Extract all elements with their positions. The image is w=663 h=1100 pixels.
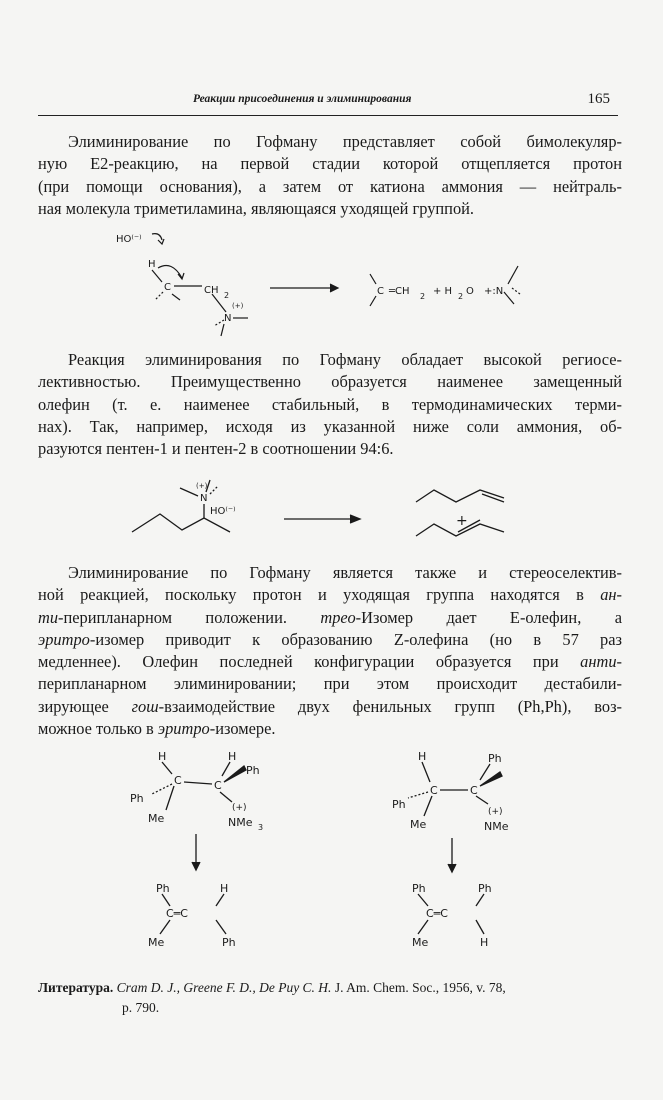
right-ph-left: Ph	[392, 798, 406, 811]
hofmann-mechanism-scheme	[100, 222, 570, 342]
left-charge: (+)	[232, 803, 247, 813]
paragraph-stereoselectivity: Элиминирование по Гофману является также и стереоселектив- ной реакцией, поскольку протон и уходящая группа находятся в ан- ти-перипланарном положении. трео-Изомер дает Е-олефин, а эритро-изомер приводит к образованию Z-олефина (но в 57 раз медленнее). Олефин последней конфигурации образуется при анти- перипланарном элиминировании; при этом происходит дестабили- зирующее гош-взаимодействие двух фенильных групп (Ph,Ph), воз- можное только в эритро-изомере.	[38, 563, 623, 739]
svg-text:2: 2	[458, 292, 464, 301]
right-c1: C	[430, 784, 438, 797]
left-product-h: H	[220, 882, 229, 895]
left-ph-top: Ph	[246, 764, 260, 777]
carbon-label: C	[164, 282, 171, 293]
pentene-scheme	[120, 474, 560, 550]
ch2-label: CH	[204, 285, 219, 296]
nitrogen-label: N	[200, 493, 208, 504]
left-nme: NMe	[228, 816, 253, 829]
stereoisomer-scheme	[100, 740, 560, 962]
left-me: Me	[148, 812, 165, 825]
right-product-alkene: C═C	[426, 907, 448, 920]
left-ph-left: Ph	[130, 792, 144, 805]
plus-sign: +	[456, 513, 468, 529]
right-c2: C	[470, 784, 478, 797]
svg-text:2: 2	[420, 292, 426, 301]
running-header	[38, 89, 618, 116]
right-product-me: Me	[412, 936, 429, 949]
page-number: 165	[587, 91, 610, 107]
left-c2: C	[214, 779, 222, 792]
right-product-ph1: Ph	[412, 882, 426, 895]
running-title: Реакции присоединения и элиминирования	[193, 93, 412, 105]
left-nme-subscript: 3	[258, 823, 264, 832]
ammonium-charge: (+)	[196, 482, 208, 490]
water-label: + H	[433, 286, 453, 297]
product-ch2: ═CH	[389, 286, 410, 297]
right-ph-top: Ph	[488, 752, 502, 765]
left-product-ph2: Ph	[222, 936, 236, 949]
hydroxide-label: HO⁽⁻⁾	[116, 234, 142, 245]
literature-reference: Литература. Cram D. J., Greene F. D., De Puy C. H. J. Am. Chem. Soc., 1956, v. 78, p. 790.	[38, 980, 506, 1015]
paragraph-hofmann-intro: Элиминирование по Гофману представляет собой бимолекуляр- ную Е2-реакцию, на первой стадии которой отщепляется протон (при помощи основания), а затем от катиона аммония — нейтраль- ная молекула триметиламина, являющаяся уходящей группой.	[38, 132, 622, 218]
left-h2: H	[228, 750, 237, 763]
hydroxide-label: HO⁽⁻⁾	[210, 506, 236, 517]
nitrogen-label: N	[224, 313, 232, 324]
right-h: H	[418, 750, 427, 763]
ch2-subscript: 2	[224, 291, 230, 300]
left-product-ph: Ph	[156, 882, 170, 895]
right-product-h: H	[480, 936, 489, 949]
left-c1: C	[174, 774, 182, 787]
left-product-me: Me	[148, 936, 165, 949]
left-product-alkene: C═C	[166, 907, 188, 920]
ammonium-charge: (+)	[232, 302, 244, 310]
paragraph-regioselectivity: Реакция элиминирования по Гофману обладает высокой региосе- лективностью. Преимущественно образуется наименее замещенный олефин (т. е. наименее стабильный, в термодинамических терми- нах). Так, например, исходя из указанной ниже соли аммония, об- разуются пентен-1 и пентен-2 в соотношении 94:6.	[38, 350, 622, 459]
right-me: Me	[410, 818, 427, 831]
hydrogen-label: H	[148, 259, 156, 270]
left-h1: H	[158, 750, 167, 763]
right-nme: NMe	[484, 820, 509, 833]
right-product-ph2: Ph	[478, 882, 492, 895]
product-carbon: C	[377, 286, 384, 297]
right-charge: (+)	[488, 807, 503, 817]
trimethylamine-label: +:N	[484, 286, 504, 297]
water-o: O	[466, 286, 474, 297]
